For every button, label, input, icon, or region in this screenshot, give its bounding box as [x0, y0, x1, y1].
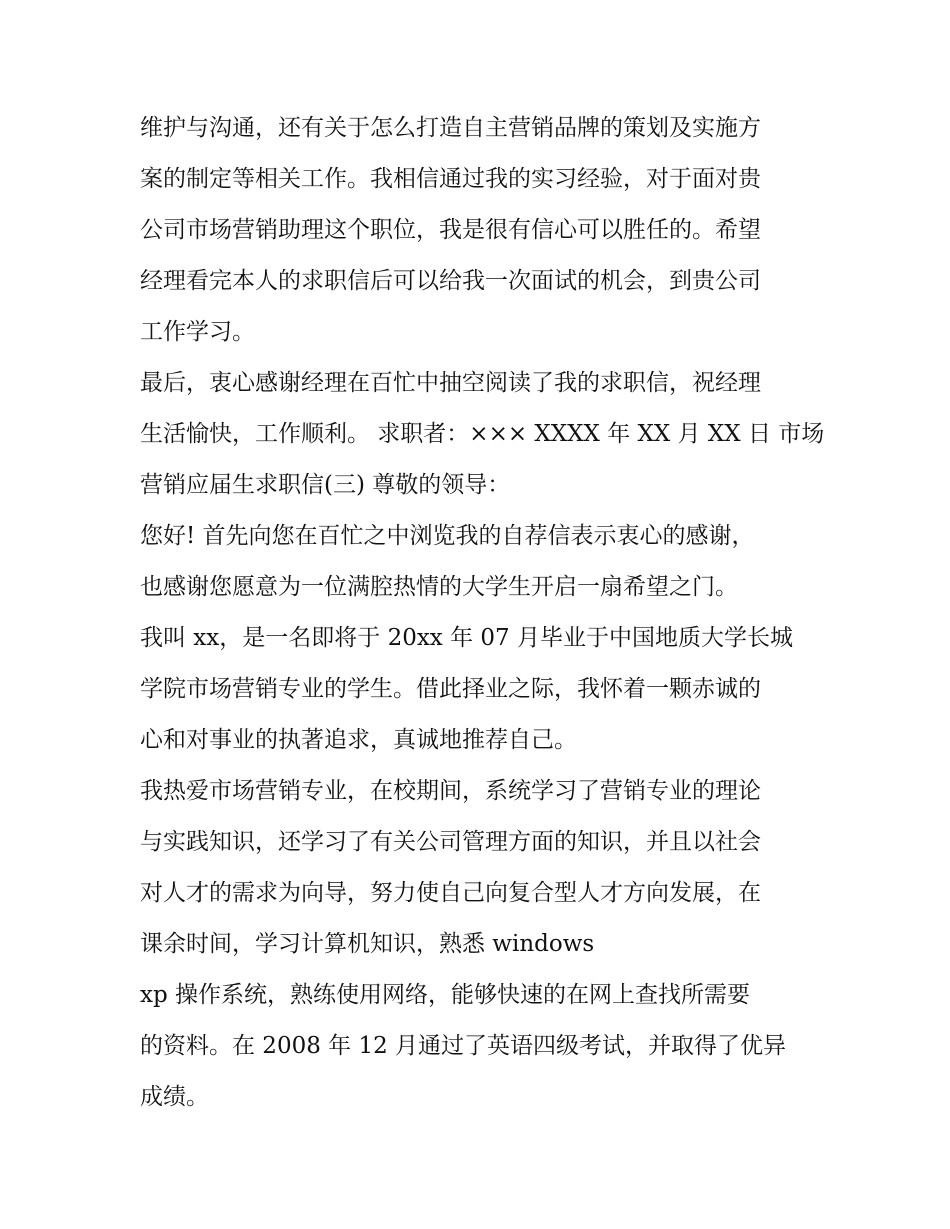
text-line: 工作学习。	[140, 319, 255, 345]
text-line: 课余时间，学习计算机知识，熟悉 windows	[140, 931, 595, 957]
text-line: 的资料。在 2008 年 12 月通过了英语四级考试，并取得了优异	[140, 1033, 787, 1059]
text-line: 成绩。	[140, 1084, 209, 1110]
text-line: 我热爱市场营销专业，在校期间，系统学习了营销专业的理论	[140, 778, 761, 804]
text-line: xp 操作系统，熟练使用网络，能够快速的在网上查找所需要	[140, 982, 751, 1008]
text-line: 也感谢您愿意为一位满腔热情的大学生开启一扇希望之门。	[140, 574, 738, 600]
text-line: 与实践知识，还学习了有关公司管理方面的知识，并且以社会	[140, 829, 761, 855]
text-line: 您好! 首先向您在百忙之中浏览我的自荐信表示衷心的感谢，	[140, 523, 755, 549]
text-line: 经理看完本人的求职信后可以给我一次面试的机会，到贵公司	[140, 268, 761, 294]
body-text	[140, 103, 825, 1123]
text-line: 公司市场营销助理这个职位，我是很有信心可以胜任的。希望	[140, 217, 761, 243]
text-line: 营销应届生求职信(三) 尊敬的领导：	[140, 472, 511, 498]
text-line: 学院市场营销专业的学生。借此择业之际，我怀着一颗赤诚的	[140, 676, 761, 702]
text-line: 心和对事业的执著追求，真诚地推荐自己。	[140, 727, 577, 753]
text-line: 生活愉快，工作顺利。 求职者：××× XXXX 年 XX 月 XX 日 市场	[140, 421, 825, 447]
text-line: 我叫 xx，是一名即将于 20xx 年 07 月毕业于中国地质大学长城	[140, 625, 793, 651]
text-line: 对人才的需求为向导，努力使自己向复合型人才方向发展，在	[140, 880, 761, 906]
text-line: 案的制定等相关工作。我相信通过我的实习经验，对于面对贵	[140, 166, 761, 192]
text-line: 维护与沟通，还有关于怎么打造自主营销品牌的策划及实施方	[140, 115, 761, 141]
text-line: 最后，衷心感谢经理在百忙中抽空阅读了我的求职信，祝经理	[140, 370, 761, 396]
